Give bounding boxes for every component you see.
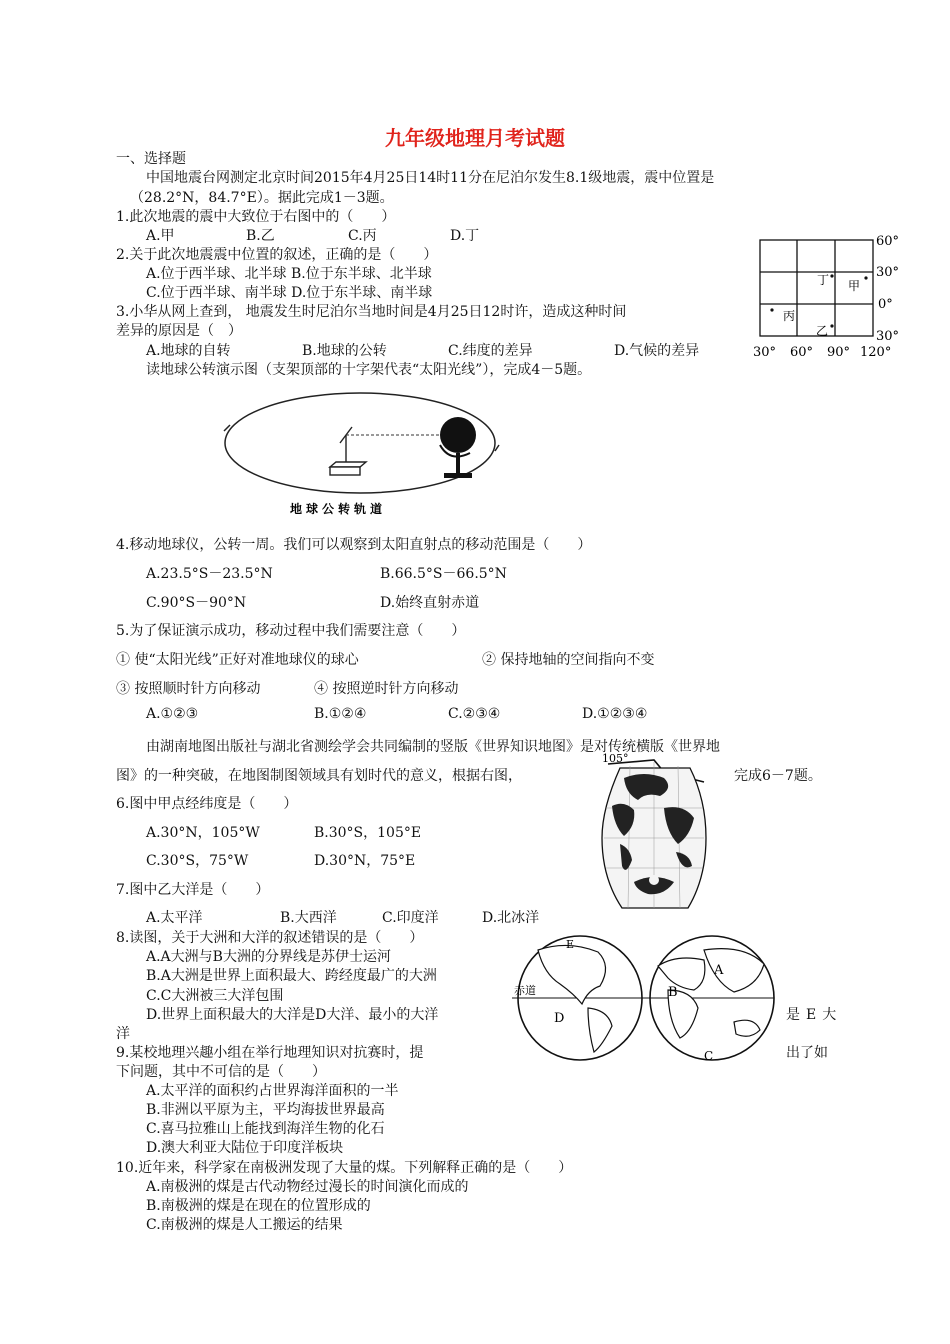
option: B.66.5°S－66.5°N xyxy=(380,566,507,582)
point-ding xyxy=(830,274,833,277)
statement: ② 保持地轴的空间指向不变 xyxy=(482,652,655,668)
intro-paragraph: 读地球公转演示图（支架顶部的十字架代表“太阳光线”），完成4－5题。 xyxy=(146,362,592,378)
option: A.地球的自转 xyxy=(146,343,231,359)
vertical-world-map xyxy=(594,748,714,918)
question-stem: 3.小华从网上查到， 地震发生时尼泊尔当地时间是4月25日12时许，造成这种时间 xyxy=(116,304,627,320)
page-title: 九年级地理月考试题 xyxy=(385,126,565,150)
option: B.A大洲是世界上面积最大、跨经度最广的大洲 xyxy=(146,968,437,984)
statement: ④ 按照逆时针方向移动 xyxy=(314,681,459,697)
question-stem: 9.某校地理兴趣小组在举行地理知识对抗赛时，提 xyxy=(116,1045,424,1061)
point-label: 丙 xyxy=(783,309,796,323)
lon-label: 30° xyxy=(753,345,777,360)
option: A.23.5°S－23.5°N xyxy=(146,566,273,582)
question-stem: 2.关于此次地震震中位置的叙述，正确的是（ ） xyxy=(116,247,438,263)
question-stem: 4.移动地球仪，公转一周。我们可以观察到太阳直射点的移动范围是（ ） xyxy=(116,537,592,553)
option: C.南极洲的煤是人工搬运的结果 xyxy=(146,1217,343,1233)
continent-label: A xyxy=(714,963,724,978)
option: D.世界上面积最大的大洋是D大洋、最小的大洋 xyxy=(146,1007,439,1023)
orbit-label: 地球公转轨道 xyxy=(290,502,387,516)
section-heading: 一、选择题 xyxy=(116,151,186,167)
option: A.太平洋 xyxy=(146,910,203,926)
option: C.②③④ xyxy=(448,706,501,722)
lon-label: 60° xyxy=(790,345,814,360)
question-stem: 1.此次地震的震中大致位于右图中的（ ） xyxy=(116,209,396,225)
option: C.90°S－90°N xyxy=(146,595,247,611)
lat-label: 30° xyxy=(876,265,900,280)
statement: ① 使“太阳光线”正好对准地球仪的球心 xyxy=(116,652,359,668)
point-label: 甲 xyxy=(848,279,861,293)
option: C.喜马拉雅山上能找到海洋生物的化石 xyxy=(146,1121,385,1137)
option: A.A大洲与B大洲的分界线是苏伊士运河 xyxy=(146,949,391,965)
meridian-label: 105° xyxy=(602,752,629,765)
option: A.30°N，105°W xyxy=(146,825,260,841)
intro-paragraph: 图》的一种突破，在地图制图领域具有划时代的意义，根据右图， xyxy=(116,768,522,784)
option: A.太平洋的面积约占世界海洋面积的一半 xyxy=(146,1083,399,1099)
question-stem: 出了如 xyxy=(786,1045,828,1061)
intro-paragraph: 由湖南地图出版社与湖北省测绘学会共同编制的竖版《世界知识地图》是对传统横版《世界地 xyxy=(146,739,720,755)
question-stem: 8.读图，关于大洲和大洋的叙述错误的是（ ） xyxy=(116,930,424,946)
option: C.印度洋 xyxy=(382,910,439,926)
option: D.丁 xyxy=(450,228,480,244)
equator-label: 赤道 xyxy=(514,984,536,997)
option: 洋 xyxy=(116,1026,130,1042)
option: A.①②③ xyxy=(146,706,199,722)
question-stem: 6.图中甲点经纬度是（ ） xyxy=(116,796,298,812)
option: B.地球的公转 xyxy=(302,343,387,359)
question-stem: 下问题，其中不可信的是（ ） xyxy=(116,1064,326,1080)
point-label: 丁 xyxy=(817,273,830,287)
option: D.始终直射赤道 xyxy=(380,595,480,611)
lat-label: 30° xyxy=(876,329,900,344)
lon-label: 90° xyxy=(827,345,851,360)
point-yi xyxy=(830,324,833,327)
option: B.30°S，105°E xyxy=(314,825,422,841)
continent-label: C xyxy=(704,1049,714,1063)
hemispheres-map xyxy=(508,930,778,1065)
option: D.①②③④ xyxy=(582,706,648,722)
statement: ③ 按照顺时针方向移动 xyxy=(116,681,261,697)
option: C.纬度的差异 xyxy=(448,343,533,359)
option: C.丙 xyxy=(348,228,377,244)
option: D.澳大利亚大陆位于印度洋板块 xyxy=(146,1140,344,1156)
option: A.位于西半球、北半球 B.位于东半球、北半球 xyxy=(146,266,432,282)
intro-paragraph: 中国地震台网测定北京时间2015年4月25日14时11分在尼泊尔发生8.1级地震，震中位置是 xyxy=(146,170,715,186)
option: D.北冰洋 xyxy=(482,910,540,926)
intro-paragraph: 完成6－7题。 xyxy=(734,768,822,784)
lat-label: 60° xyxy=(876,234,900,249)
option: C.30°S，75°W xyxy=(146,853,249,869)
ocean-label: E xyxy=(566,938,575,951)
option: 是E大 xyxy=(786,1007,843,1023)
question-stem: 10.近年来，科学家在南极洲发现了大量的煤。下列解释正确的是（ ） xyxy=(116,1160,573,1176)
lat-label: 0° xyxy=(878,297,893,312)
point-bing xyxy=(770,308,773,311)
lat-lon-grid-figure xyxy=(750,228,910,362)
option: A.甲 xyxy=(146,228,175,244)
intro-paragraph: （28.2°N，84.7°E）。据此完成1－3题。 xyxy=(130,190,394,206)
option: B.非洲以平原为主，平均海拔世界最高 xyxy=(146,1102,385,1118)
option: A.南极洲的煤是古代动物经过漫长的时间演化而成的 xyxy=(146,1179,469,1195)
continent-label: B xyxy=(668,985,678,1000)
question-stem: 5.为了保证演示成功，移动过程中我们需要注意（ ） xyxy=(116,623,466,639)
option: B.南极洲的煤是在现在的位置形成的 xyxy=(146,1198,371,1214)
option: D.气候的差异 xyxy=(614,343,700,359)
lon-label: 120° xyxy=(860,345,892,360)
option: D.30°N，75°E xyxy=(314,853,416,869)
point-jia xyxy=(864,276,867,279)
option: B.乙 xyxy=(246,228,275,244)
orbit-demo-figure xyxy=(200,385,530,520)
question-stem: 差异的原因是（ ） xyxy=(116,323,242,339)
ocean-label: D xyxy=(554,1011,565,1026)
point-label: 乙 xyxy=(816,324,829,338)
option: B.①②④ xyxy=(314,706,367,722)
option: B.大西洋 xyxy=(280,910,337,926)
option: C.位于西半球、南半球 D.位于东半球、南半球 xyxy=(146,285,433,301)
option: C.C大洲被三大洋包围 xyxy=(146,988,284,1004)
question-stem: 7.图中乙大洋是（ ） xyxy=(116,882,270,898)
